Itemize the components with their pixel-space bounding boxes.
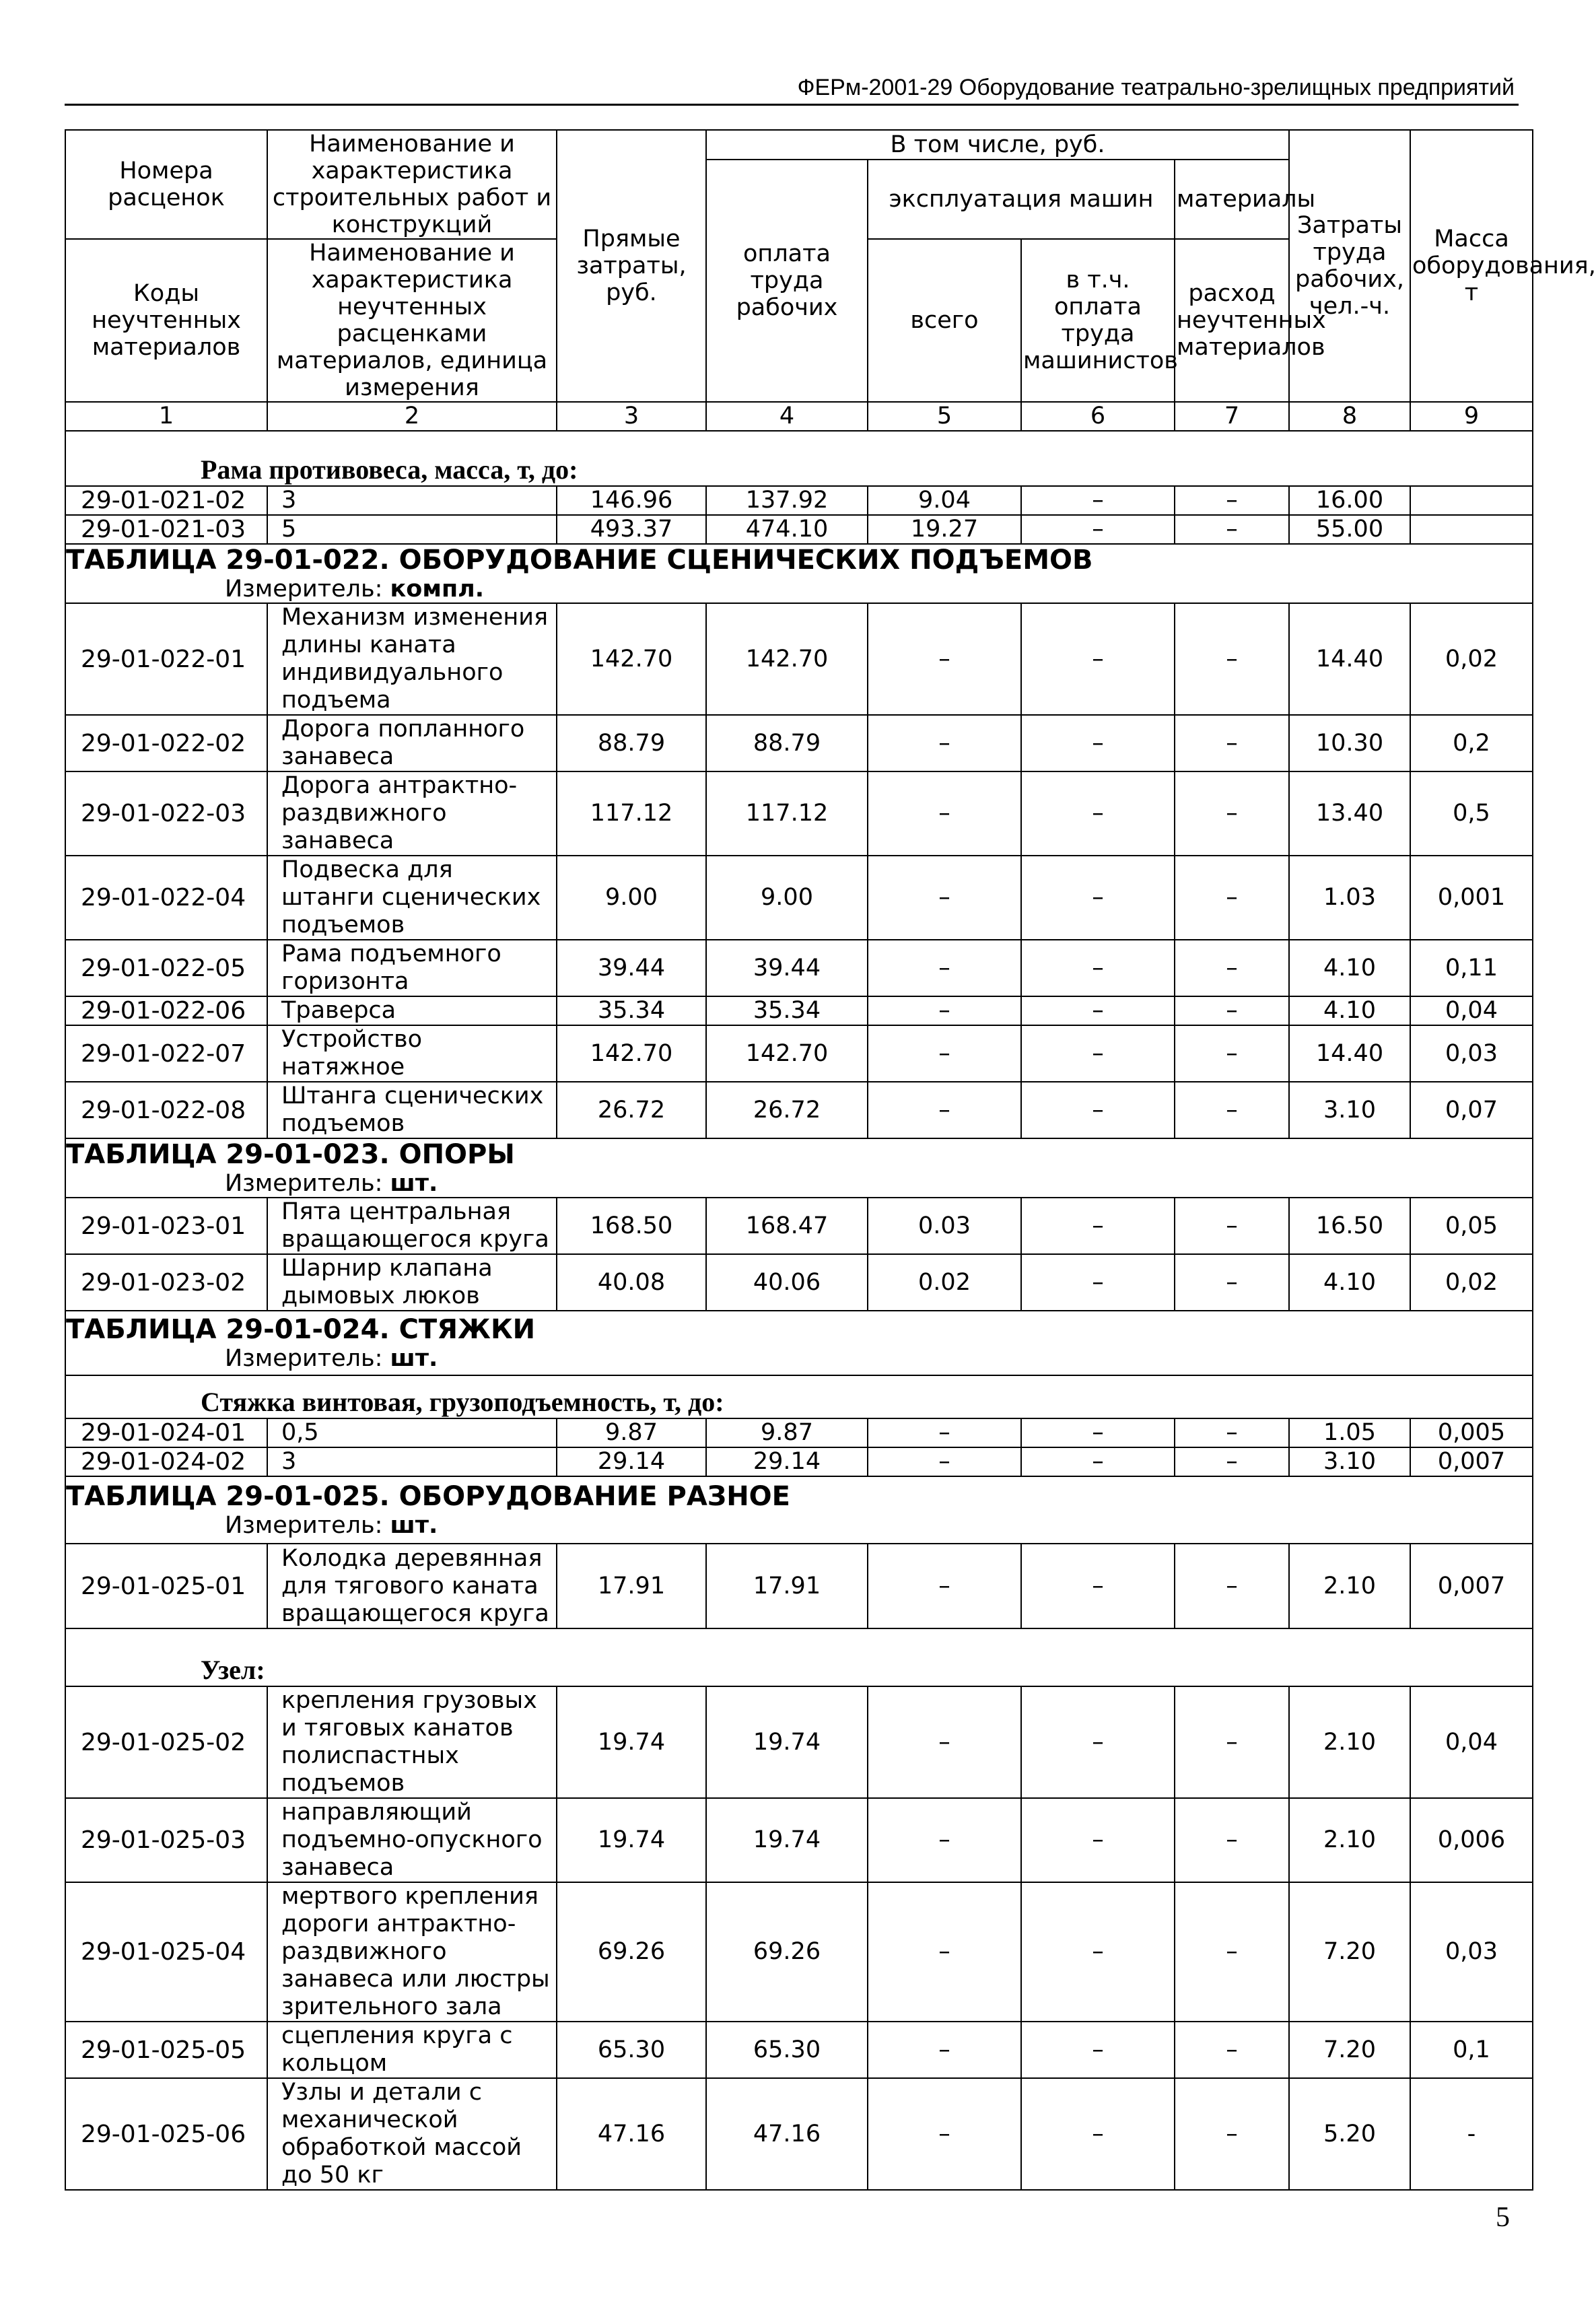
labor-cost: 19.74 [706, 1798, 868, 1882]
section-header-row [65, 1311, 1533, 1375]
direct-cost: 65.30 [557, 2022, 706, 2078]
rate-name: сцепления круга с кольцом [267, 2022, 557, 2078]
direct-cost: 29.14 [557, 1447, 706, 1476]
section-title: ТАБЛИЦА 29-01-025. ОБОРУДОВАНИЕ РАЗНОЕ [66, 1481, 790, 1512]
table-row [65, 1798, 1533, 1882]
direct-cost: 9.00 [557, 856, 706, 940]
labor-cost: 29.14 [706, 1447, 868, 1476]
labor-cost: 142.70 [706, 1025, 868, 1082]
rate-code: 29-01-023-01 [65, 1198, 267, 1254]
rate-name: 3 [267, 1447, 557, 1476]
labor-hours: 7.20 [1289, 2022, 1410, 2078]
labor-hours: 7.20 [1289, 1882, 1410, 2022]
labor-hours: 4.10 [1289, 996, 1410, 1025]
rate-name: Механизм изменения длины каната индивидуального подъема [267, 603, 557, 715]
table-row [65, 486, 1533, 515]
rate-name: 3 [267, 486, 557, 515]
labor-cost: 35.34 [706, 996, 868, 1025]
machines-total: 0.02 [868, 1254, 1021, 1311]
equipment-mass: 0,04 [1410, 1686, 1533, 1798]
machines-total: – [868, 940, 1021, 996]
group-row [65, 1375, 1533, 1418]
machines-total: – [868, 1447, 1021, 1476]
materials-use: – [1175, 1686, 1289, 1798]
col-header-unaccounted-name: Наименование и характеристика неучтенных расценками материалов, единица измерения [267, 239, 557, 402]
table-row [65, 1882, 1533, 2022]
rate-code: 29-01-025-04 [65, 1882, 267, 2022]
machinists-labor: – [1021, 603, 1175, 715]
machinists-labor: – [1021, 1025, 1175, 1082]
labor-cost: 9.87 [706, 1418, 868, 1447]
col-header-unaccounted-codes: Коды неучтенных материалов [65, 239, 267, 402]
machinists-labor: – [1021, 856, 1175, 940]
rate-name: 0,5 [267, 1418, 557, 1447]
direct-cost: 47.16 [557, 2078, 706, 2190]
labor-hours: 1.03 [1289, 856, 1410, 940]
section-title: ТАБЛИЦА 29-01-023. ОПОРЫ [66, 1139, 515, 1170]
labor-hours: 3.10 [1289, 1447, 1410, 1476]
machinists-labor: – [1021, 1686, 1175, 1798]
labor-cost: 474.10 [706, 515, 868, 544]
direct-cost: 117.12 [557, 771, 706, 856]
equipment-mass: 0,006 [1410, 1798, 1533, 1882]
machinists-labor: – [1021, 1198, 1175, 1254]
machinists-labor: – [1021, 771, 1175, 856]
rate-name: Штанга сценических подъемов [267, 1082, 557, 1138]
labor-hours: 2.10 [1289, 1798, 1410, 1882]
group-title: Стяжка винтовая, грузоподъемность, т, до: [201, 1387, 724, 1417]
equipment-mass: - [1410, 2078, 1533, 2190]
equipment-mass: 0,07 [1410, 1082, 1533, 1138]
col-header-machines: эксплуатация машин [868, 160, 1175, 239]
equipment-mass: 0,02 [1410, 1254, 1533, 1311]
section-meter: Измеритель: компл. [225, 576, 485, 603]
machinists-labor: – [1021, 715, 1175, 771]
price-table [65, 129, 1596, 2191]
rate-code: 29-01-024-02 [65, 1447, 267, 1476]
labor-hours: 2.10 [1289, 1544, 1410, 1628]
running-header [65, 70, 1519, 106]
table-row [65, 1686, 1533, 1798]
machinists-labor: – [1021, 2078, 1175, 2190]
section-title: ТАБЛИЦА 29-01-022. ОБОРУДОВАНИЕ СЦЕНИЧЕСКИХ ПОДЪЕМОВ [66, 545, 1093, 576]
column-index: 8 [1289, 402, 1410, 431]
labor-cost: 65.30 [706, 2022, 868, 2078]
rate-name: Рама подъемного горизонта [267, 940, 557, 996]
labor-cost: 26.72 [706, 1082, 868, 1138]
machinists-labor: – [1021, 1798, 1175, 1882]
rate-code: 29-01-022-08 [65, 1082, 267, 1138]
col-header-machines-total: всего [868, 239, 1021, 402]
section-title: ТАБЛИЦА 29-01-024. СТЯЖКИ [66, 1314, 536, 1345]
column-index-row [65, 402, 1533, 431]
labor-cost: 47.16 [706, 2078, 868, 2190]
column-index: 5 [868, 402, 1021, 431]
rate-name: Шарнир клапана дымовых люков [267, 1254, 557, 1311]
direct-cost: 146.96 [557, 486, 706, 515]
rate-code: 29-01-025-05 [65, 2022, 267, 2078]
column-index: 6 [1021, 402, 1175, 431]
equipment-mass: 0,5 [1410, 771, 1533, 856]
rate-name: Траверса [267, 996, 557, 1025]
section-meter: Измеритель: шт. [225, 1170, 438, 1197]
labor-cost: 88.79 [706, 715, 868, 771]
rate-name: крепления грузовых и тяговых канатов полиспастных подъемов [267, 1686, 557, 1798]
equipment-mass [1410, 486, 1533, 515]
labor-hours: 10.30 [1289, 715, 1410, 771]
labor-hours: 3.10 [1289, 1082, 1410, 1138]
machinists-labor: – [1021, 2022, 1175, 2078]
machinists-labor: – [1021, 1418, 1175, 1447]
table-row [65, 1418, 1533, 1447]
col-header-labor-hours: Затраты труда рабочих, чел.-ч. [1289, 130, 1410, 402]
machines-total: – [868, 1882, 1021, 2022]
equipment-mass: 0,02 [1410, 603, 1533, 715]
table-row [65, 996, 1533, 1025]
direct-cost: 35.34 [557, 996, 706, 1025]
labor-hours: 55.00 [1289, 515, 1410, 544]
table-row [65, 1082, 1533, 1138]
labor-hours: 4.10 [1289, 940, 1410, 996]
table-row [65, 2078, 1533, 2190]
rate-code: 29-01-021-02 [65, 486, 267, 515]
direct-cost: 88.79 [557, 715, 706, 771]
materials-use: – [1175, 1418, 1289, 1447]
materials-use: – [1175, 996, 1289, 1025]
rate-name: Устройство натяжное [267, 1025, 557, 1082]
rate-name: направляющий подъемно-опускного занавеса [267, 1798, 557, 1882]
materials-use: – [1175, 2022, 1289, 2078]
rate-code: 29-01-021-03 [65, 515, 267, 544]
machines-total: – [868, 1418, 1021, 1447]
equipment-mass: 0,007 [1410, 1544, 1533, 1628]
equipment-mass: 0,05 [1410, 1198, 1533, 1254]
materials-use: – [1175, 1447, 1289, 1476]
table-row [65, 603, 1533, 715]
machines-total: – [868, 715, 1021, 771]
machines-total: – [868, 2078, 1021, 2190]
column-index: 1 [65, 402, 267, 431]
direct-cost: 142.70 [557, 603, 706, 715]
rate-name: Узлы и детали с механической обработкой массой до 50 кг [267, 2078, 557, 2190]
labor-cost: 39.44 [706, 940, 868, 996]
section-meter: Измеритель: шт. [225, 1512, 438, 1539]
machines-total: – [868, 603, 1021, 715]
labor-cost: 69.26 [706, 1882, 868, 2022]
machinists-labor: – [1021, 1254, 1175, 1311]
table-row [65, 771, 1533, 856]
col-header-codes: Номера расценок [65, 130, 267, 239]
group-row [65, 1628, 1533, 1686]
table-row [65, 1198, 1533, 1254]
machinists-labor: – [1021, 1544, 1175, 1628]
table-row [65, 940, 1533, 996]
materials-use: – [1175, 2078, 1289, 2190]
machines-total: – [868, 856, 1021, 940]
materials-use: – [1175, 1082, 1289, 1138]
column-index: 3 [557, 402, 706, 431]
direct-cost: 26.72 [557, 1082, 706, 1138]
col-header-mass: Масса оборудования, т [1410, 130, 1533, 402]
materials-use: – [1175, 1198, 1289, 1254]
machines-total: – [868, 1798, 1021, 1882]
direct-cost: 69.26 [557, 1882, 706, 2022]
materials-use: – [1175, 1025, 1289, 1082]
machinists-labor: – [1021, 996, 1175, 1025]
materials-use: – [1175, 515, 1289, 544]
machines-total: – [868, 996, 1021, 1025]
direct-cost: 40.08 [557, 1254, 706, 1311]
table-row [65, 515, 1533, 544]
table-row [65, 856, 1533, 940]
rate-code: 29-01-025-06 [65, 2078, 267, 2190]
section-header-row [65, 1138, 1533, 1198]
materials-use: – [1175, 715, 1289, 771]
machinists-labor: – [1021, 515, 1175, 544]
materials-use: – [1175, 1544, 1289, 1628]
col-header-material-use: расход неучтенных материалов [1175, 239, 1289, 402]
rate-code: 29-01-025-01 [65, 1544, 267, 1628]
labor-hours: 14.40 [1289, 603, 1410, 715]
direct-cost: 493.37 [557, 515, 706, 544]
rate-code: 29-01-024-01 [65, 1418, 267, 1447]
machinists-labor: – [1021, 1082, 1175, 1138]
rate-name: Подвеска для штанги сценических подъемов [267, 856, 557, 940]
labor-hours: 14.40 [1289, 1025, 1410, 1082]
labor-hours: 4.10 [1289, 1254, 1410, 1311]
equipment-mass: 0,2 [1410, 715, 1533, 771]
rate-code: 29-01-022-05 [65, 940, 267, 996]
labor-cost: 17.91 [706, 1544, 868, 1628]
machinists-labor: – [1021, 940, 1175, 996]
machinists-labor: – [1021, 1882, 1175, 2022]
col-header-direct: Прямые затраты, руб. [557, 130, 706, 402]
direct-cost: 19.74 [557, 1686, 706, 1798]
direct-cost: 142.70 [557, 1025, 706, 1082]
direct-cost: 17.91 [557, 1544, 706, 1628]
materials-use: – [1175, 1882, 1289, 2022]
labor-hours: 5.20 [1289, 2078, 1410, 2190]
col-header-machinists-labor: в т.ч. оплата труда машинистов [1021, 239, 1175, 402]
section-header-row [65, 1476, 1533, 1544]
header-row [65, 130, 1533, 160]
column-index: 4 [706, 402, 868, 431]
col-header-materials: материалы [1175, 160, 1289, 239]
col-header-labor: оплата труда рабочих [706, 160, 868, 402]
machines-total: – [868, 1544, 1021, 1628]
col-header-name: Наименование и характеристика строительных работ и конструкций [267, 130, 557, 239]
labor-cost: 9.00 [706, 856, 868, 940]
rate-code: 29-01-022-04 [65, 856, 267, 940]
rate-code: 29-01-022-01 [65, 603, 267, 715]
section-meter: Измеритель: шт. [225, 1345, 438, 1372]
group-title: Узел: [201, 1655, 265, 1685]
table-row [65, 1025, 1533, 1082]
equipment-mass: 0,001 [1410, 856, 1533, 940]
equipment-mass: 0,11 [1410, 940, 1533, 996]
group-row [65, 431, 1533, 486]
page-number: 5 [1496, 2202, 1510, 2233]
column-index: 2 [267, 402, 557, 431]
machines-total: – [868, 1025, 1021, 1082]
table-row [65, 1254, 1533, 1311]
rate-code: 29-01-022-02 [65, 715, 267, 771]
rate-code: 29-01-022-07 [65, 1025, 267, 1082]
labor-hours: 13.40 [1289, 771, 1410, 856]
labor-hours: 16.00 [1289, 486, 1410, 515]
equipment-mass: 0,007 [1410, 1447, 1533, 1476]
machines-total: – [868, 2022, 1021, 2078]
table-row [65, 2022, 1533, 2078]
materials-use: – [1175, 603, 1289, 715]
equipment-mass: 0,005 [1410, 1418, 1533, 1447]
materials-use: – [1175, 486, 1289, 515]
rate-code: 29-01-025-03 [65, 1798, 267, 1882]
materials-use: – [1175, 940, 1289, 996]
machines-total: 0.03 [868, 1198, 1021, 1254]
labor-cost: 137.92 [706, 486, 868, 515]
machines-total: – [868, 1686, 1021, 1798]
equipment-mass: 0,03 [1410, 1882, 1533, 2022]
machinists-labor: – [1021, 486, 1175, 515]
equipment-mass: 0,03 [1410, 1025, 1533, 1082]
group-title: Рама противовеса, масса, т, до: [201, 454, 578, 485]
labor-hours: 1.05 [1289, 1418, 1410, 1447]
machinists-labor: – [1021, 1447, 1175, 1476]
materials-use: – [1175, 1254, 1289, 1311]
labor-cost: 142.70 [706, 603, 868, 715]
rate-name: Колодка деревянная для тягового каната вращающегося круга [267, 1544, 557, 1628]
rate-name: Пята центральная вращающегося круга [267, 1198, 557, 1254]
machines-total: – [868, 1082, 1021, 1138]
rate-code: 29-01-023-02 [65, 1254, 267, 1311]
labor-hours: 2.10 [1289, 1686, 1410, 1798]
machines-total: – [868, 771, 1021, 856]
equipment-mass: 0,1 [1410, 2022, 1533, 2078]
machines-total: 19.27 [868, 515, 1021, 544]
labor-hours: 16.50 [1289, 1198, 1410, 1254]
rate-code: 29-01-022-03 [65, 771, 267, 856]
table-row [65, 715, 1533, 771]
labor-cost: 168.47 [706, 1198, 868, 1254]
rate-code: 29-01-022-06 [65, 996, 267, 1025]
materials-use: – [1175, 856, 1289, 940]
col-header-including: В том числе, руб. [706, 130, 1289, 160]
machines-total: 9.04 [868, 486, 1021, 515]
rate-name: Дорога попланного занавеса [267, 715, 557, 771]
section-header-row [65, 544, 1533, 603]
rate-code: 29-01-025-02 [65, 1686, 267, 1798]
direct-cost: 9.87 [557, 1418, 706, 1447]
direct-cost: 19.74 [557, 1798, 706, 1882]
equipment-mass [1410, 515, 1533, 544]
column-index: 7 [1175, 402, 1289, 431]
materials-use: – [1175, 1798, 1289, 1882]
direct-cost: 168.50 [557, 1198, 706, 1254]
labor-cost: 117.12 [706, 771, 868, 856]
table-row [65, 1447, 1533, 1476]
rate-name: мертвого крепления дороги антрактно-раздвижного занавеса или люстры зрительного зала [267, 1882, 557, 2022]
labor-cost: 19.74 [706, 1686, 868, 1798]
materials-use: – [1175, 771, 1289, 856]
labor-cost: 40.06 [706, 1254, 868, 1311]
rate-name: Дорога антрактно-раздвижного занавеса [267, 771, 557, 856]
rate-name: 5 [267, 515, 557, 544]
equipment-mass: 0,04 [1410, 996, 1533, 1025]
table-row [65, 1544, 1533, 1628]
direct-cost: 39.44 [557, 940, 706, 996]
header-title: ФЕРм-2001-29 Оборудование театрально-зрелищных предприятий [797, 75, 1515, 100]
column-index: 9 [1410, 402, 1533, 431]
